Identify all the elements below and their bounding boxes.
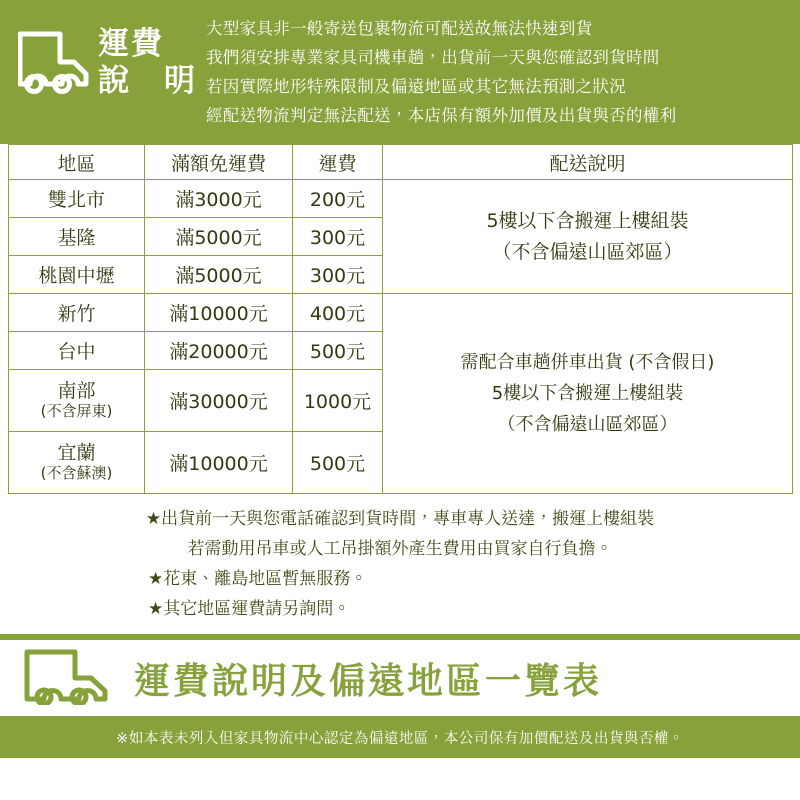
desc-1-line-2: （不含偏遠山區郊區）: [492, 240, 683, 263]
cell-desc-group-2: [383, 294, 793, 494]
header-line-2: 我們須安排專業家具司機車趟，出貨前一天與您確認到貨時間: [206, 48, 660, 67]
cell-free: 滿30000元: [145, 370, 293, 432]
cell-fee: 1000元: [293, 370, 383, 432]
cell-fee: 200元: [293, 180, 383, 218]
header-line-1: 大型家具非一般寄送包裹物流可配送故無法快速到貨: [206, 19, 593, 38]
bottom-title: 運費說明及偏遠地區一覽表: [134, 660, 603, 702]
col-header-desc: 配送說明: [383, 145, 793, 180]
cell-fee: 300元: [293, 256, 383, 294]
cell-fee: 500元: [293, 332, 383, 370]
delivery-truck-icon: [24, 647, 120, 705]
cell-fee: 300元: [293, 218, 383, 256]
cell-free: 滿20000元: [145, 332, 293, 370]
badge-line-1: 運費: [98, 26, 164, 62]
cell-area: 基隆: [9, 218, 145, 256]
cell-area-sub: (不含屏東): [40, 401, 113, 420]
desc-2-line-2: 5樓以下含搬運上樓組裝: [491, 383, 684, 404]
notes-section: [0, 494, 800, 628]
cell-area: 桃園中壢: [9, 256, 145, 294]
desc-1-line-1: 5樓以下含搬運上樓組裝: [486, 209, 689, 232]
cell-area: [9, 370, 145, 432]
cell-free: 滿10000元: [145, 432, 293, 494]
note-3: ★花東、離島地區暫無服務。: [148, 569, 368, 589]
header-band: [0, 0, 800, 144]
col-header-fee: 運費: [293, 145, 383, 180]
cell-area-sub: (不含蘇澳): [40, 463, 113, 482]
table-row: [9, 294, 793, 332]
cell-area: [9, 432, 145, 494]
cell-desc-group-1: [383, 180, 793, 294]
fee-table-wrap: [0, 144, 800, 494]
desc-2-line-1: 需配合車趟併車出貨 (不含假日): [460, 352, 715, 373]
cell-fee: 400元: [293, 294, 383, 332]
table-header-row: [9, 145, 793, 180]
note-2: 若需動用吊車或人工吊掛額外產生費用由買家自行負擔。: [187, 539, 613, 559]
cell-free: 滿5000元: [145, 218, 293, 256]
note-1: ★出貨前一天與您電話確認到貨時間，專車專人送達，搬運上樓組裝: [145, 509, 655, 529]
bottom-band: [0, 640, 800, 716]
cell-area-main: 南部: [57, 379, 96, 402]
col-header-free: 滿額免運費: [145, 145, 293, 180]
col-header-area: 地區: [9, 145, 145, 180]
badge-text: [98, 26, 197, 100]
header-line-4: 經配送物流判定無法配送，本店保有額外加價及出貨與否的權利: [206, 106, 677, 125]
cell-area: 雙北市: [9, 180, 145, 218]
header-badge: [10, 12, 200, 132]
note-4: ★其它地區運費請另詢問。: [148, 599, 351, 619]
cell-free: 滿10000元: [145, 294, 293, 332]
badge-line-2: 說 明: [98, 63, 197, 99]
cell-area: 新竹: [9, 294, 145, 332]
desc-2-line-3: （不含偏遠山區郊區）: [497, 414, 678, 435]
shipping-fee-table: [8, 144, 793, 494]
cell-free: 滿3000元: [145, 180, 293, 218]
table-row: [9, 180, 793, 218]
footnote-text: ※如本表未列入但家具物流中心認定為偏遠地區，本公司保有加價配送及出貨與否權。: [116, 730, 684, 747]
header-line-3: 若因實際地形特殊限制及偏遠地區或其它無法預測之狀況: [206, 77, 626, 96]
cell-area: 台中: [9, 332, 145, 370]
cell-free: 滿5000元: [145, 256, 293, 294]
delivery-truck-icon: [18, 28, 96, 94]
cell-fee: 500元: [293, 432, 383, 494]
bottom-truck-wrap: [24, 647, 134, 709]
footnote-band: [0, 716, 800, 758]
cell-area-main: 宜蘭: [57, 441, 96, 464]
header-description: [200, 14, 794, 130]
